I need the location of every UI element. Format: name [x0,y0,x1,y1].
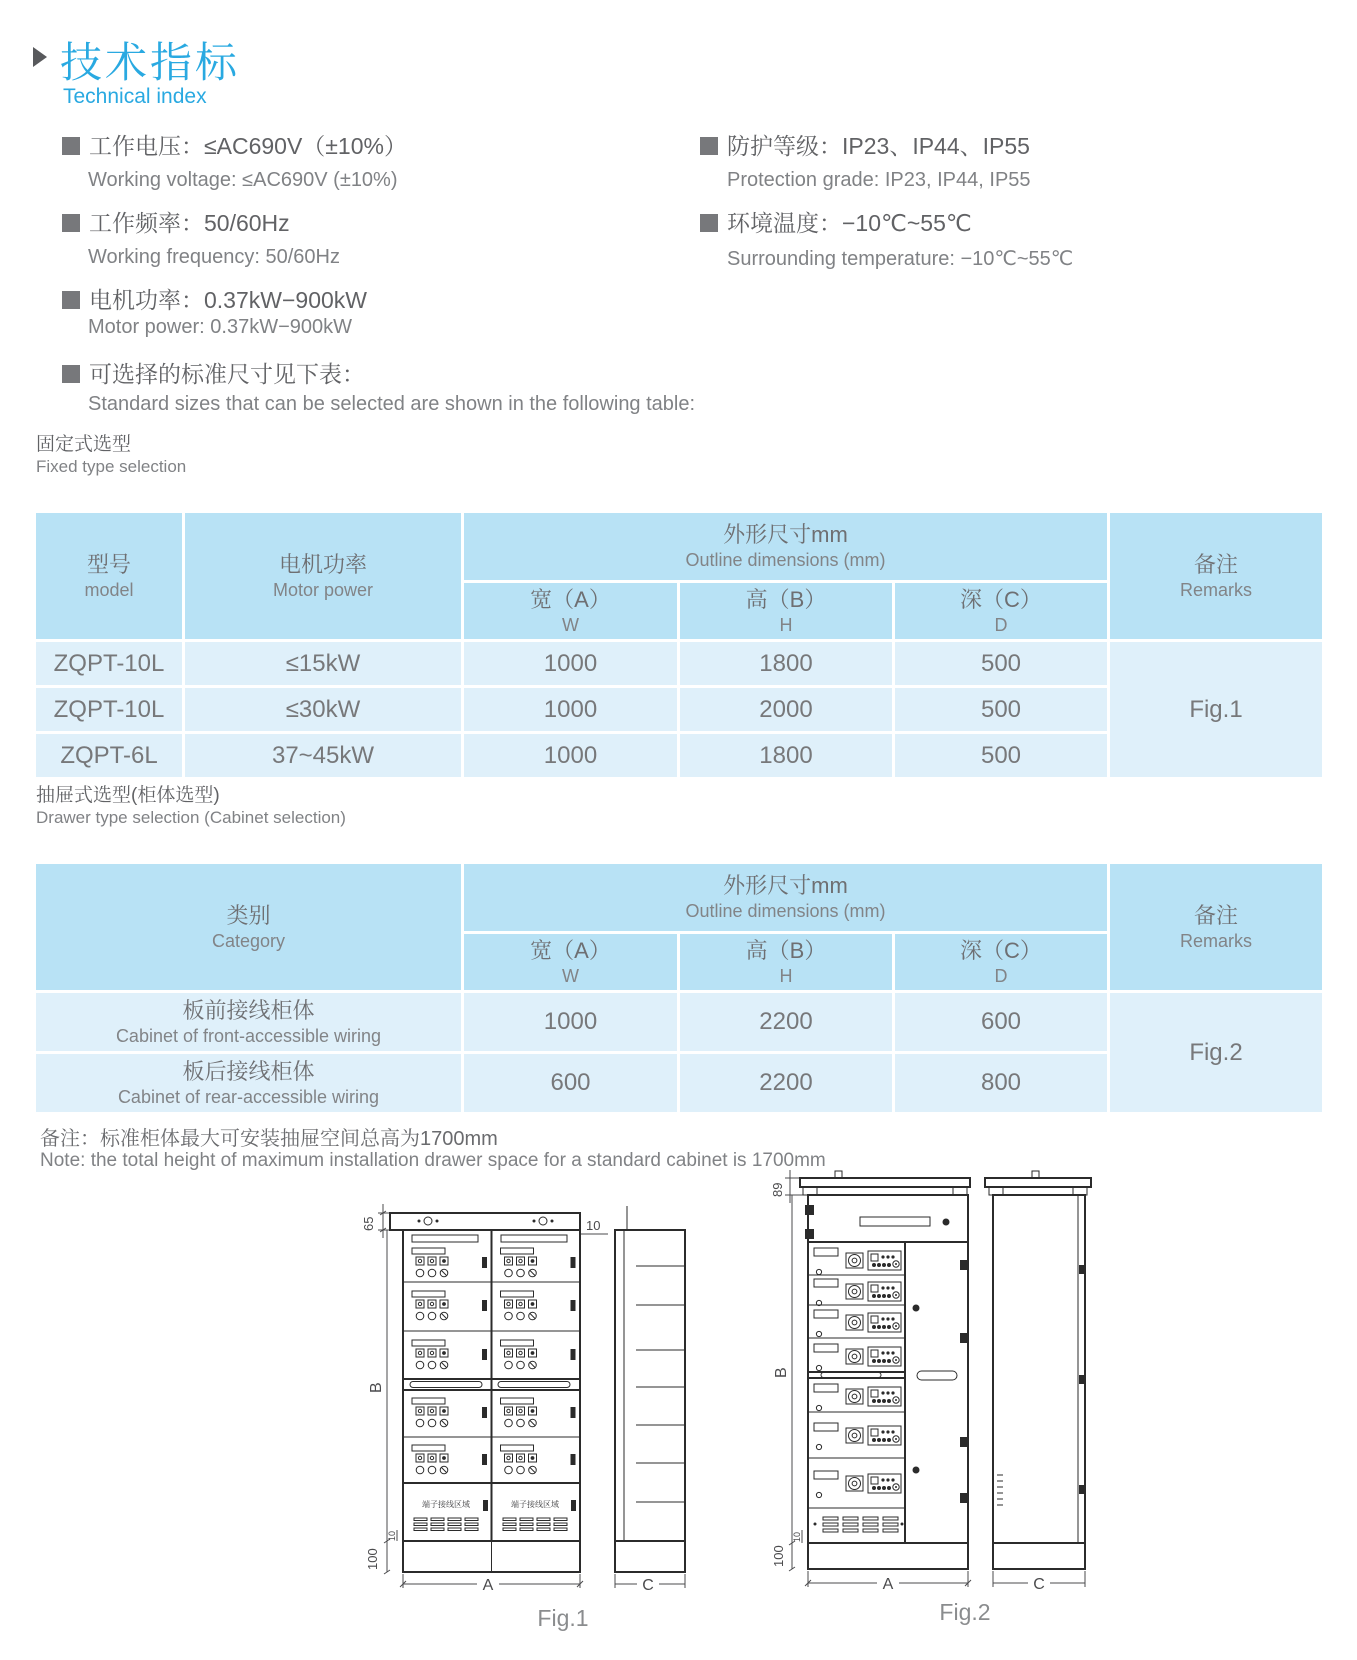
header-cn: 深（C） [960,937,1042,963]
cell-height: 1800 [680,734,895,780]
col-header-depth [895,934,1110,993]
col-header-category [36,864,464,993]
header-cn: 外形尺寸mm [723,522,848,547]
table-row [36,642,1325,688]
cell-power: 37~45kW [185,734,464,780]
header-cn: 备注 [1193,902,1238,928]
header-cn: 高（B） [745,937,827,963]
cell-depth: 500 [895,688,1110,734]
fixed-table-caption-en: Fixed type selection [36,457,187,476]
spec-text: 工作电压：≤AC690V（±10%） [89,133,407,159]
spec-working-frequency-cn [62,205,290,238]
cell-height: 2200 [680,993,895,1054]
cell-model: ZQPT-10L [36,642,185,688]
cell-remark-fig1: Fig.1 [1110,642,1325,780]
drawer-table-caption-en: Drawer type selection (Cabinet selection) [36,808,346,827]
header-cn: 深（C） [960,586,1042,612]
cell-width: 1000 [464,688,680,734]
fig1-side-view [615,1206,685,1572]
header-en: H [779,614,793,635]
header-cn: 高（B） [745,586,827,612]
header-en: Remarks [1179,579,1252,600]
col-header-model [36,513,185,642]
col-header-remarks [1110,513,1325,642]
header-cn: 外形尺寸mm [723,873,848,898]
dim-label-A: A [482,1577,494,1594]
dim-label-100: 100 [365,1548,380,1570]
category-cn: 板后接线柜体 [182,1058,315,1084]
header-en: W [562,614,579,635]
col-header-width [464,583,680,642]
fig2-side-view [985,1171,1091,1569]
spec-text: 防护等级：IP23、IP44、IP55 [727,133,1030,159]
fig1-terminal-area-label: 端子接线区域 [511,1500,559,1509]
drawer-table-caption-cn: 抽屉式选型(柜体选型) [36,785,220,806]
header-cn: 型号 [86,551,131,577]
fig1-drawing [340,1186,710,1646]
col-header-outline-dimensions [464,513,1110,583]
dim-label-10: 10 [387,1530,397,1541]
header-cn: 电机功率 [278,551,367,577]
table-row [36,993,1325,1054]
header-en: Category [211,930,286,951]
fig2-dim-base-height [771,1541,795,1571]
cell-width: 1000 [464,642,680,688]
section-marker-icon [33,47,47,67]
cell-depth: 500 [895,642,1110,688]
category-cn: 板前接线柜体 [182,997,315,1023]
dim-label-65: 65 [361,1216,376,1231]
fig1-dim-cap-height [361,1204,403,1238]
dim-label-10-cap: 10 [586,1218,601,1233]
spec-surrounding-temperature-cn [700,205,972,238]
header-en: model [84,579,134,600]
fig1-caption: Fig.1 [537,1605,589,1631]
header-cn: 宽（A） [530,937,611,963]
spec-working-voltage-cn [62,128,407,161]
spec-protection-grade-cn [700,128,1030,161]
fig2-front-view [800,1171,970,1569]
header-en: D [994,614,1008,635]
fig2-dim-width [805,1571,971,1593]
cell-model: ZQPT-10L [36,688,185,734]
fig2-dim-depth [993,1571,1085,1593]
fig2-dim-body-height [773,1195,792,1543]
category-en: Cabinet of front-accessible wiring [115,1025,382,1046]
header-en: Outline dimensions (mm) [685,550,886,570]
cell-depth: 500 [895,734,1110,780]
fig1-dim-base-height [365,1539,390,1574]
bullet-square-icon [700,137,718,155]
note-cn: 备注：标准柜体最大可安装抽屉空间总高为1700mm [40,1128,498,1150]
fixed-table-caption-cn: 固定式选型 [36,434,132,455]
cell-model: ZQPT-6L [36,734,185,780]
spec-working-frequency-en: Working frequency: 50/60Hz [88,246,340,268]
cell-height: 2000 [680,688,895,734]
col-header-outline-dimensions [464,864,1110,934]
header-cn: 类别 [226,902,271,928]
spec-text: 工作频率：50/60Hz [89,210,290,236]
cell-width: 600 [464,1054,680,1115]
dim-label-B: B [368,1382,385,1393]
cell-depth: 600 [895,993,1110,1054]
drawer-type-table [36,864,1325,1115]
spec-surrounding-temperature-en: Surrounding temperature: −10℃~55℃ [727,248,1074,270]
table-intro-cn [62,356,365,389]
header-en: W [562,965,579,986]
bullet-square-icon [62,214,80,232]
header-en: H [779,965,793,986]
bullet-square-icon [62,291,80,309]
col-header-remarks [1110,864,1325,993]
col-header-motor-power [185,513,464,642]
page-subtitle: Technical index [63,85,207,108]
cell-height: 1800 [680,642,895,688]
cell-width: 1000 [464,734,680,780]
fig1-dim-vent-gap [387,1530,397,1541]
dim-label-89: 89 [770,1182,785,1197]
cell-width: 1000 [464,993,680,1054]
dim-label-A: A [882,1576,894,1593]
header-en: D [994,965,1008,986]
cell-power: ≤15kW [185,642,464,688]
dim-label-C: C [642,1577,654,1594]
fig1-terminal-area-label: 端子接线区域 [422,1500,470,1509]
header-cn: 备注 [1193,551,1238,577]
cell-power: ≤30kW [185,688,464,734]
cell-remark-fig2: Fig.2 [1110,993,1325,1115]
fig2-caption: Fig.2 [939,1599,991,1625]
dim-label-10: 10 [792,1531,802,1542]
col-header-depth [895,583,1110,642]
cell-category [36,1054,464,1115]
col-header-width [464,934,680,993]
col-header-height [680,934,895,993]
category-en: Cabinet of rear-accessible wiring [117,1086,380,1107]
fig1-dim-body-height [368,1230,387,1541]
fig2-drawing [745,1145,1140,1645]
spec-working-voltage-en: Working voltage: ≤AC690V (±10%) [88,169,398,191]
header-cn: 宽（A） [530,586,611,612]
spec-protection-grade-en: Protection grade: IP23, IP44, IP55 [727,169,1031,191]
spec-text: 电机功率：0.37kW−900kW [89,287,367,313]
fig2-dim-vent-gap [792,1530,802,1543]
fig1-front-view [390,1213,608,1572]
dim-label-C: C [1033,1576,1045,1593]
bullet-square-icon [62,137,80,155]
cell-height: 2200 [680,1054,895,1115]
fig1-dim-width [400,1574,583,1594]
fig1-dim-depth [615,1574,685,1594]
cell-depth: 800 [895,1054,1110,1115]
spec-text: 可选择的标准尺寸见下表： [89,361,365,387]
bullet-square-icon [62,365,80,383]
table-intro-en: Standard sizes that can be selected are shown in the following table: [88,393,696,415]
cell-category [36,993,464,1054]
header-en: Remarks [1179,930,1252,951]
header-en: Outline dimensions (mm) [685,901,886,921]
page-title: 技术指标 [60,39,241,86]
bullet-square-icon [700,214,718,232]
dim-label-100: 100 [771,1545,786,1567]
note-en: Note: the total height of maximum installation drawer space for a standard cabinet is 1700mm [40,1150,826,1171]
spec-motor-power-en: Motor power: 0.37kW−900kW [88,316,352,338]
fixed-type-table [36,513,1325,780]
header-en: Motor power [272,579,374,600]
dim-label-B: B [773,1367,790,1378]
spec-text: 环境温度：−10℃~55℃ [727,210,972,236]
col-header-height [680,583,895,642]
spec-motor-power-cn [62,282,367,315]
